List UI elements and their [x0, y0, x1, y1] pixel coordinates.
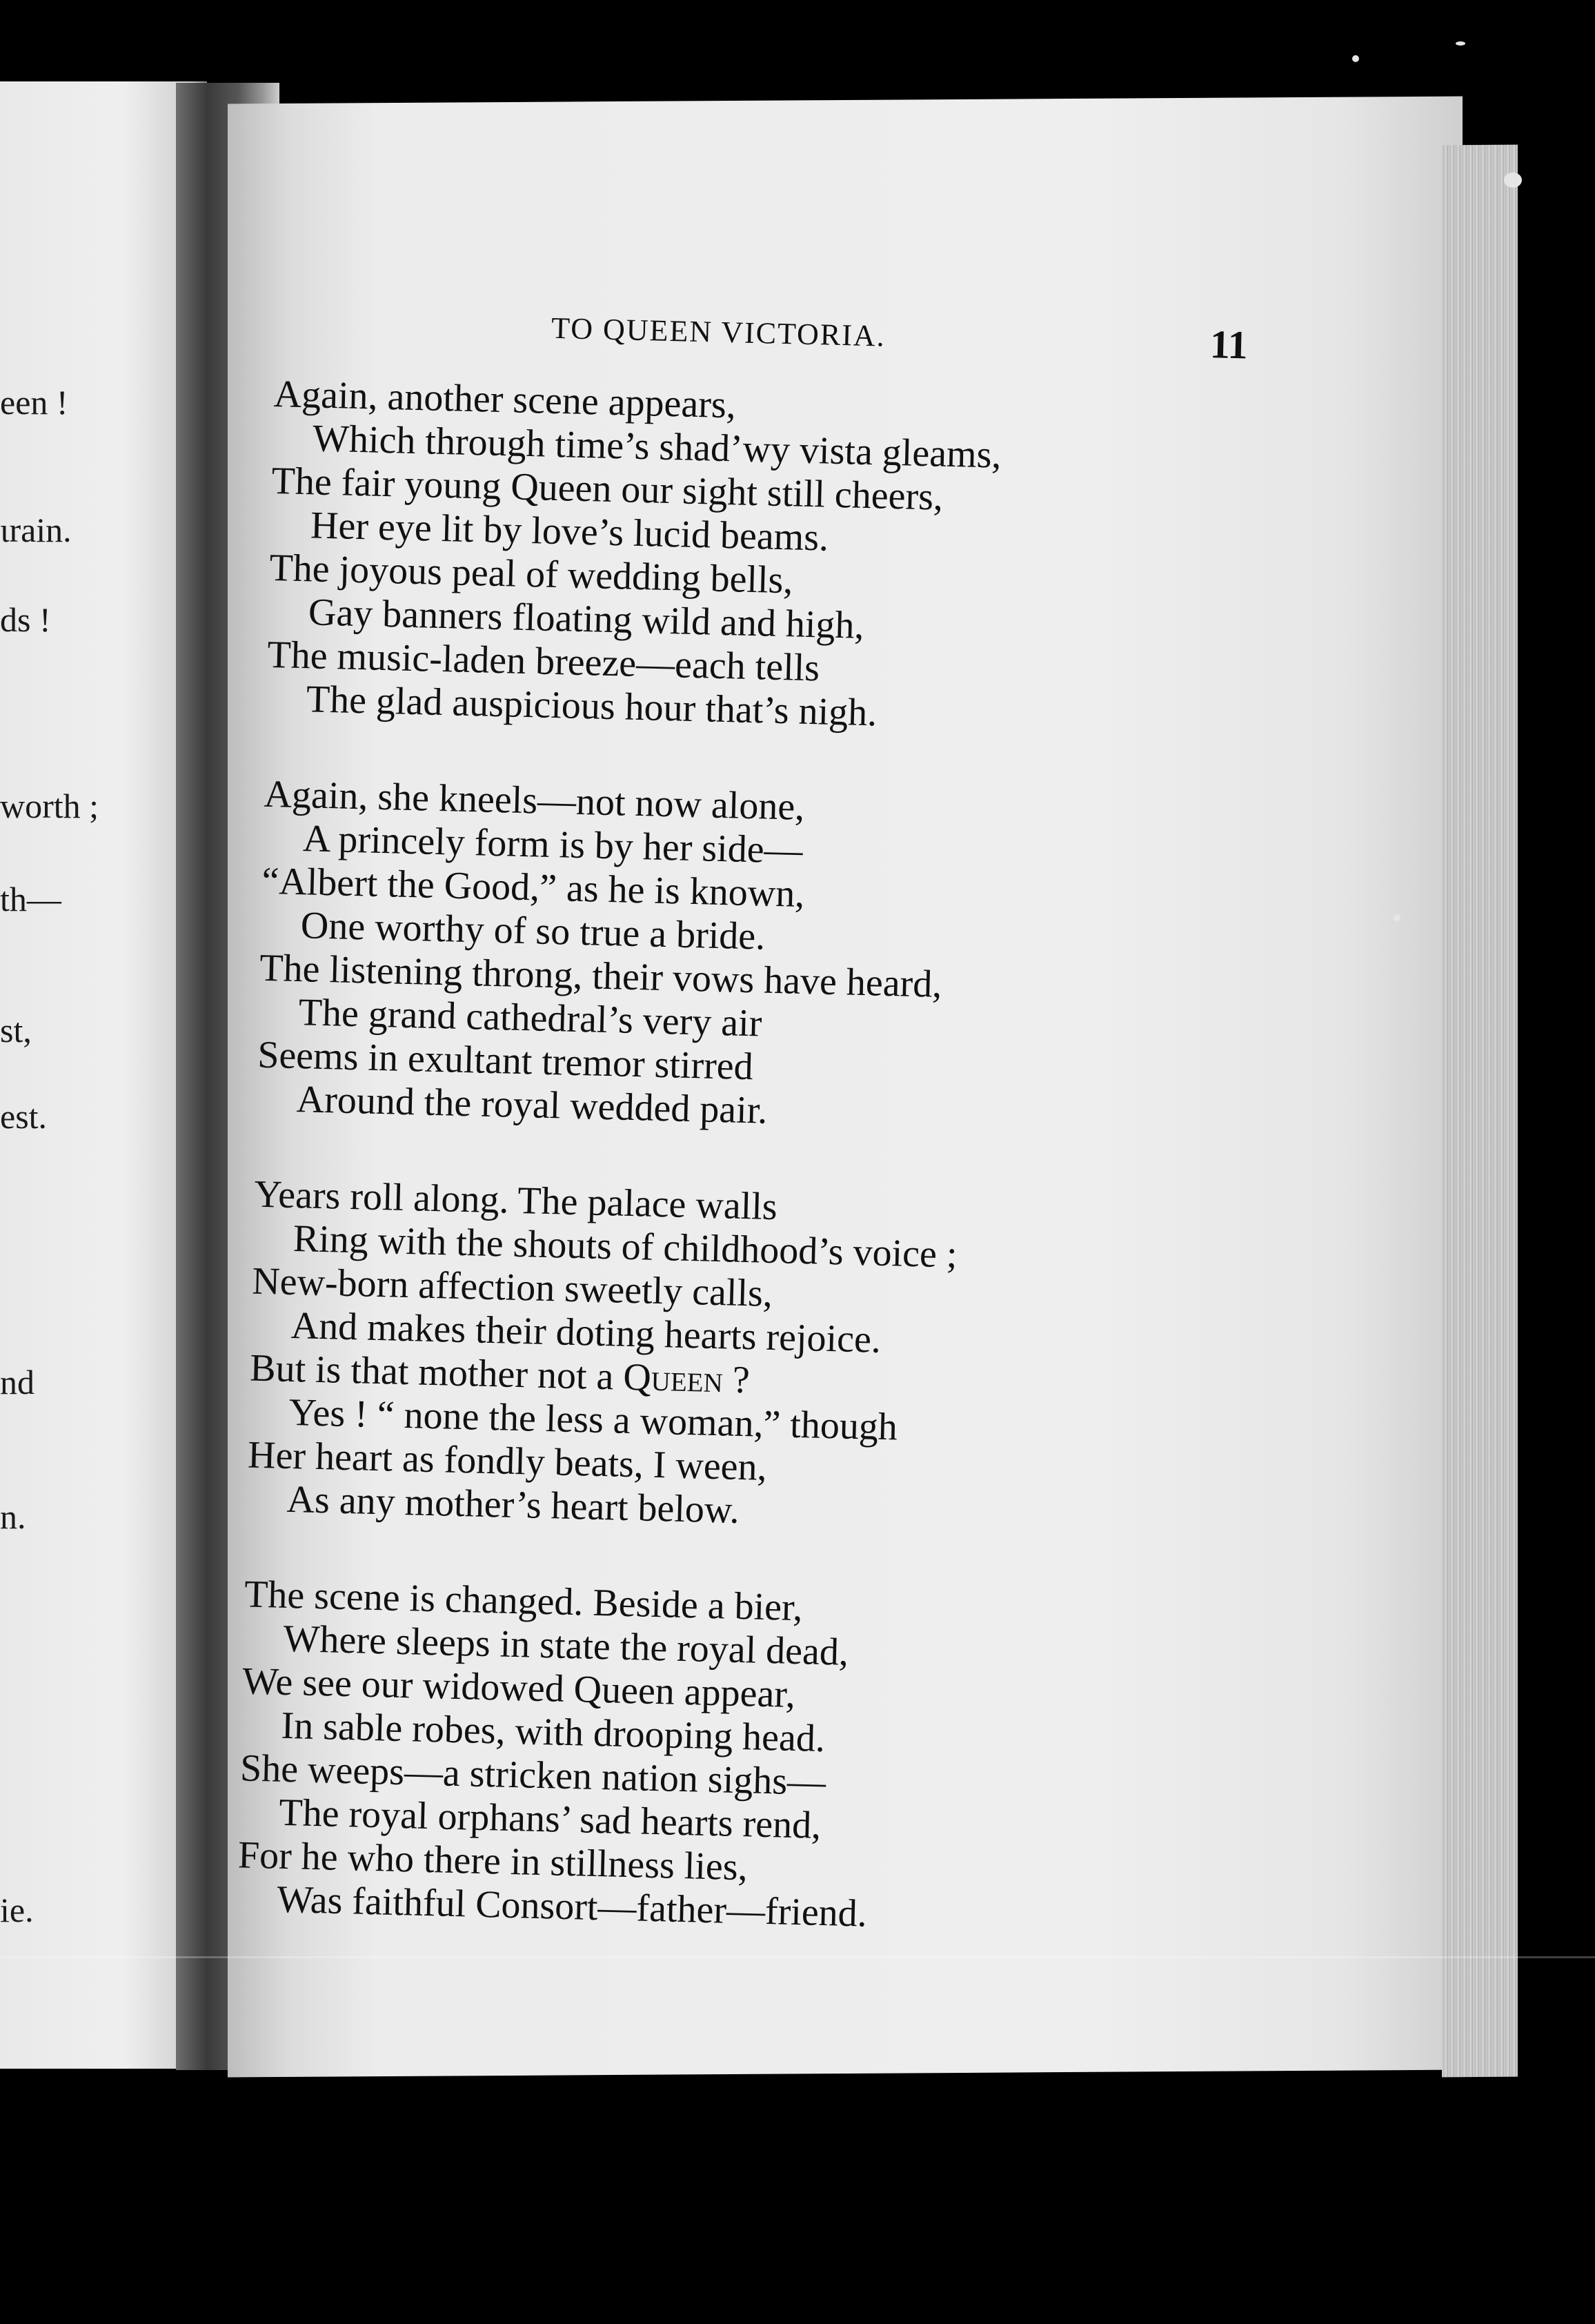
verse-line: Again, another scene appears, — [273, 372, 737, 427]
verse-line: Seems in exultant tremor stirred — [257, 1033, 754, 1089]
running-head: TO QUEEN VICTORIA. — [551, 311, 886, 353]
dust-speck — [1394, 914, 1400, 921]
stanza-4 — [237, 1573, 1280, 1945]
verse-line: The royal orphans’ sad hearts rend, — [278, 1791, 822, 1847]
verse-line: Around the royal wedded pair. — [296, 1078, 769, 1132]
verse-line: She weeps—a stricken nation sighs— — [239, 1746, 826, 1804]
page-number: 11 — [1209, 322, 1249, 368]
left-fragment: ɩrain. — [0, 511, 72, 549]
left-fragment: st, — [0, 1011, 32, 1050]
page-text-block — [235, 304, 1311, 2026]
verse-line: Where sleeps in state the royal dead, — [282, 1617, 849, 1674]
queen-small-caps: Queen — [622, 1355, 724, 1401]
stanza-1 — [266, 373, 1309, 745]
left-fragment: een ! — [0, 383, 68, 422]
verse-line: Her heart as fondly beats, I ween, — [247, 1433, 768, 1489]
dust-speck — [1352, 55, 1359, 62]
left-fragment: n. — [0, 1497, 26, 1536]
verse-line: Her eye lit by love’s lucid beams. — [310, 504, 829, 560]
verse-line: In sable robes, with drooping head. — [280, 1704, 826, 1761]
verse-line: For he who there in stillness lies, — [237, 1833, 749, 1889]
dust-speck — [1456, 41, 1465, 46]
verse-line: “Albert the Good,” as he is known, — [261, 859, 806, 916]
verse-line: One worthy of so true a bride. — [300, 904, 766, 958]
verse-line: The music-laden breeze—each tells — [266, 633, 820, 690]
verse-line: As any mother’s heart below. — [286, 1477, 740, 1532]
verse-line: Which through time’s shad’wy vista gleams, — [312, 417, 1002, 477]
left-fragment: ie. — [0, 1891, 34, 1929]
verse-line: New-born affection sweetly calls, — [251, 1259, 773, 1316]
verse-line: The scene is changed. Beside a bier, — [244, 1573, 804, 1630]
verse-line: The listening throng, their vows have heard, — [259, 946, 943, 1006]
verse-line: Gay banners floating wild and high, — [308, 591, 865, 647]
verse-line: Again, she kneels—not now alone, — [263, 772, 805, 829]
page-edges — [1442, 145, 1518, 2078]
scan-artifact-line — [0, 1956, 1595, 1958]
stanza-2 — [256, 773, 1299, 1145]
verse-line: The fair young Queen our sight still cheers, — [270, 459, 944, 519]
verse-line: The glad auspicious hour that’s nigh. — [306, 678, 878, 735]
left-fragment: ds ! — [0, 600, 51, 639]
verse-line: The grand cathedral’s very air — [298, 991, 763, 1045]
verse-line: A princely form is by her side— — [302, 817, 804, 872]
left-fragment: est. — [0, 1097, 48, 1136]
verse-line-punct: ? — [722, 1358, 751, 1402]
verse-line: Was faithful Consort—father—friend. — [276, 1878, 868, 1936]
verse-line: The joyous peal of wedding bells, — [268, 546, 794, 602]
left-fragment: worth ; — [0, 787, 99, 825]
stanza-3 — [246, 1173, 1289, 1546]
verse-line: Years roll along. The palace walls — [253, 1172, 778, 1229]
verse-line: We see our widowed Queen appear, — [241, 1660, 796, 1716]
dust-speck — [1504, 173, 1522, 188]
left-fragment: th— — [0, 880, 61, 918]
verse-line: Yes ! “ none the less a woman,” though — [288, 1390, 898, 1449]
verse-line: Ring with the shouts of childhood’s voice ; — [293, 1217, 958, 1277]
left-fragment: nd — [0, 1363, 34, 1401]
verse-line-text: But is that mother not a — [249, 1346, 624, 1399]
verse-line: And makes their doting hearts rejoice. — [290, 1303, 882, 1361]
